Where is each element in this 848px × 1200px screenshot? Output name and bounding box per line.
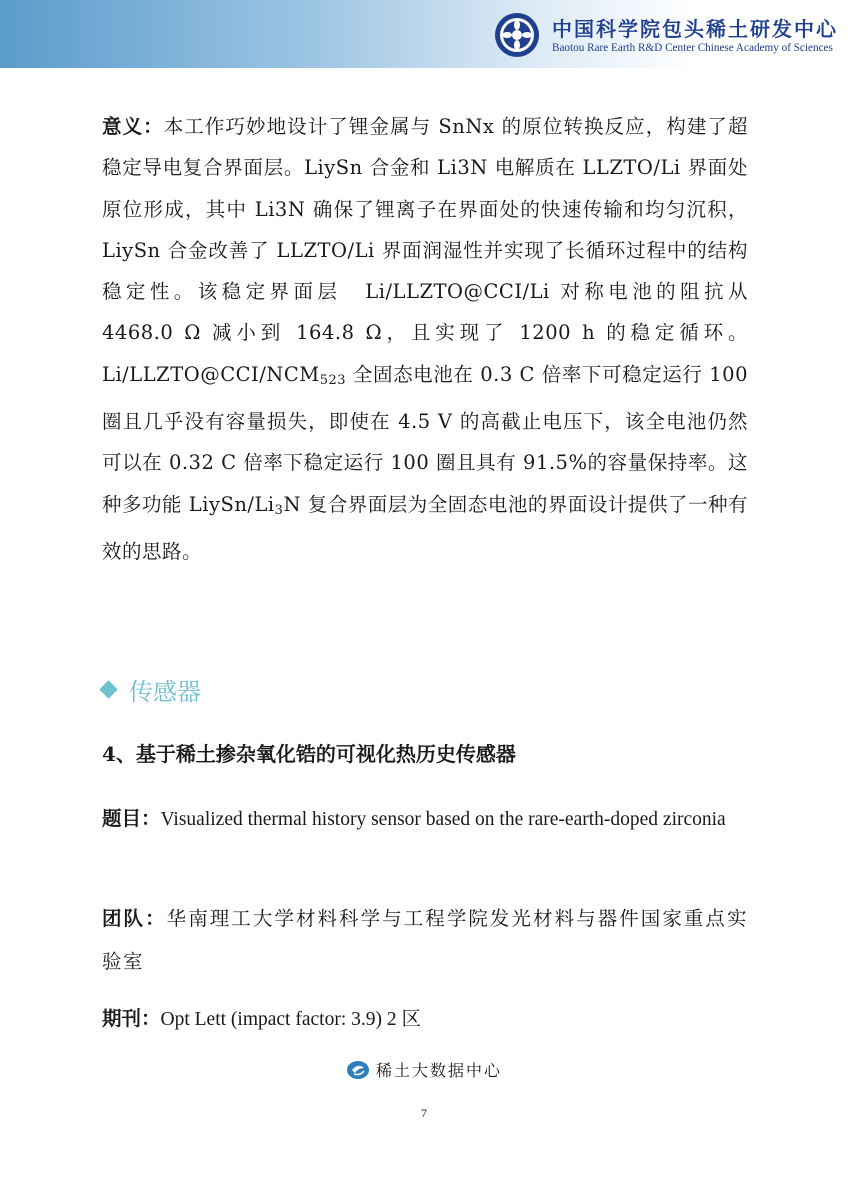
big-data-logo-icon — [346, 1060, 370, 1080]
significance-text-3: N 复合界面层为全固态电池的界面设计提供了一种有效的思路。 — [102, 492, 749, 563]
significance-paragraph — [102, 106, 748, 572]
article-title: 4、基于稀土掺杂氧化锆的可视化热历史传感器 — [102, 742, 516, 766]
diamond-bullet-icon — [99, 680, 117, 698]
journal-label: 期刊： — [102, 1007, 161, 1030]
journal-text: Opt Lett (impact factor: 3.9) 2 区 — [160, 1009, 421, 1030]
page-number: 7 — [421, 1106, 427, 1120]
topic-label: 题目： — [102, 807, 161, 830]
topic-text: Visualized thermal history sensor based on the rare-earth-doped zirconia — [160, 809, 726, 830]
significance-label: 意义： — [102, 115, 164, 138]
significance-text-2: 全固态电池在 0.3 C 倍率下可稳定运行 100 圈且几乎没有容量损失，即使在 4.5 V 的高截止电压下，该全电池仍然可以在 0.32 C 倍率下稳定运行 100 圈且具有 91.5%的容量保持率。这种多功能 LiySn/Li — [102, 362, 748, 516]
li-subscript: 3 — [274, 502, 284, 518]
footer-brand-text: 稀土大数据中心 — [375, 1061, 502, 1080]
section-heading-text: 传感器 — [129, 678, 201, 706]
team-field — [102, 897, 748, 983]
org-name-cn: 中国科学院包头稀土研发中心 — [552, 17, 838, 41]
team-text: 华南理工大学材料科学与工程学院发光材料与器件国家重点实验室 — [102, 907, 748, 973]
ncm-subscript: 523 — [319, 372, 347, 388]
journal-field — [102, 997, 748, 1041]
section-heading — [102, 672, 201, 707]
cas-emblem-icon — [494, 12, 540, 58]
topic-field — [102, 797, 748, 841]
footer-brand — [0, 1058, 848, 1081]
org-name-en: Baotou Rare Earth R&D Center Chinese Academy of Sciences — [552, 42, 833, 54]
significance-text-1: 本工作巧妙地设计了锂金属与 SnNx 的原位转换反应，构建了超稳定导电复合界面层。LiySn 合金和 Li3N 电解质在 LLZTO/Li 界面处原位形成，其中 Li3N 确保了锂离子在界面处的快速传输和均匀沉积，LiySn 合金改善了 LLZTO/Li 界面润湿性并实现了长循环过程中的结构稳定性。该稳定界面层 Li/LLZTO@CCI/Li 对称电池的阻抗从 4468.0 Ω 减小到 164.8 Ω，且实现了 1200 h 的稳定循环。Li/LLZTO@CCI/NCM — [102, 115, 748, 386]
team-label: 团队： — [102, 907, 167, 930]
